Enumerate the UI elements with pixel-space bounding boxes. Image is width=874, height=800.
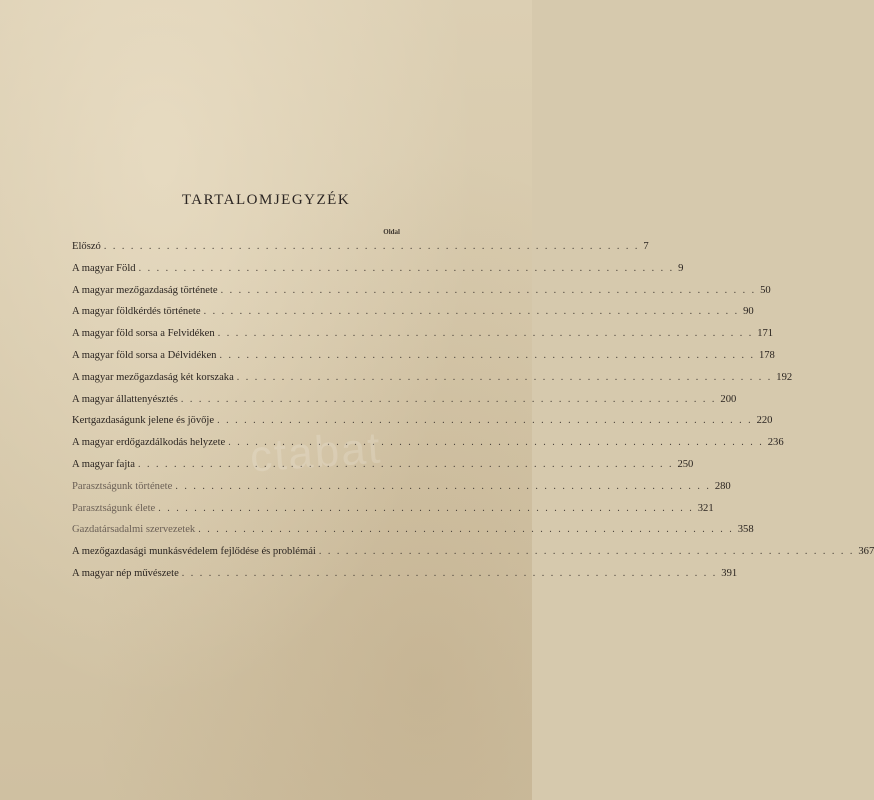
toc-entry: [72, 432, 784, 454]
table-of-contents: [72, 236, 874, 585]
toc-entry-page-number: 220: [756, 415, 773, 427]
toc-entry-title: A magyar földkérdés története: [72, 306, 201, 318]
dot-leader: . . . . . . . . . . . . . . . . . . . . . . . . . . . . . . . . . . . . . . . . . . . . . . . . . . . . . . . . . . . .: [137, 458, 674, 470]
toc-entry-page-number: 50: [760, 284, 771, 296]
dot-leader: . . . . . . . . . . . . . . . . . . . . . . . . . . . . . . . . . . . . . . . . . . . . . . . . . . . . . . . . . . . .: [103, 241, 640, 252]
toc-entry-title: A magyar nép művészete: [72, 567, 179, 579]
dot-leader: . . . . . . . . . . . . . . . . . . . . . . . . . . . . . . . . . . . . . . . . . . . . . . . . . . . . . . . . . . . .: [219, 349, 755, 361]
toc-entry-title: A magyar mezőgazdaság két korszaka: [72, 371, 234, 383]
toc-entry-title: Gazdatársadalmi szervezetek: [72, 524, 196, 536]
toc-entry-page-number: 236: [767, 437, 784, 449]
dot-leader: . . . . . . . . . . . . . . . . . . . . . . . . . . . . . . . . . . . . . . . . . . . . . . . . . . . . . . . . . . . .: [220, 284, 757, 296]
dot-leader: . . . . . . . . . . . . . . . . . . . . . . . . . . . . . . . . . . . . . . . . . . . . . . . . . . . . . . . . . . . .: [203, 306, 740, 318]
toc-entry-title: Kertgazdaságunk jelene és jövője: [72, 415, 215, 427]
dot-leader: . . . . . . . . . . . . . . . . . . . . . . . . . . . . . . . . . . . . . . . . . . . . . . . . . . . . . . . . . . . .: [318, 546, 855, 558]
dot-leader: . . . . . . . . . . . . . . . . . . . . . . . . . . . . . . . . . . . . . . . . . . . . . . . . . . . . . . . . . . . .: [236, 371, 773, 383]
dot-leader: . . . . . . . . . . . . . . . . . . . . . . . . . . . . . . . . . . . . . . . . . . . . . . . . . . . . . . . . . . . .: [180, 393, 717, 405]
dot-leader: . . . . . . . . . . . . . . . . . . . . . . . . . . . . . . . . . . . . . . . . . . . . . . . . . . . . . . . . . . . .: [217, 328, 754, 340]
toc-entry-page-number: 250: [677, 458, 694, 470]
toc-entry-page-number: 178: [758, 349, 775, 361]
toc-entry-page-number: 192: [776, 371, 793, 383]
toc-entry: [72, 280, 771, 302]
toc-entry-title: Parasztságunk élete: [72, 502, 156, 514]
toc-entry: [72, 541, 874, 563]
toc-entry-title: A magyar erdőgazdálkodás helyzete: [72, 437, 226, 449]
toc-entry-title: A magyar fajta: [72, 458, 135, 470]
toc-entry: [72, 498, 714, 520]
toc-entry: [72, 367, 793, 389]
page-column-label: Oldal: [383, 228, 400, 236]
toc-entry-title: Előszó: [72, 241, 101, 252]
toc-entry-page-number: 280: [714, 480, 731, 492]
toc-entry-page-number: 90: [743, 306, 754, 318]
toc-entry-title: A magyar mezőgazdaság története: [72, 284, 218, 296]
toc-entry-page-number: 391: [721, 567, 738, 579]
toc-entry-page-number: 200: [720, 393, 737, 405]
toc-entry-title: A mezőgazdasági munkásvédelem fejlődése és problémái: [72, 546, 316, 558]
toc-entry: [72, 454, 694, 476]
dot-leader: . . . . . . . . . . . . . . . . . . . . . . . . . . . . . . . . . . . . . . . . . . . . . . . . . . . . . . . . . . . .: [217, 415, 753, 427]
dot-leader: . . . . . . . . . . . . . . . . . . . . . . . . . . . . . . . . . . . . . . . . . . . . . . . . . . . . . . . . . . . .: [138, 262, 675, 274]
toc-entry: [72, 389, 737, 411]
toc-entry-page-number: 321: [697, 502, 714, 514]
toc-entry-page-number: 7: [643, 241, 649, 252]
dot-leader: . . . . . . . . . . . . . . . . . . . . . . . . . . . . . . . . . . . . . . . . . . . . . . . . . . . . . . . . . . . .: [228, 437, 764, 449]
dot-leader: . . . . . . . . . . . . . . . . . . . . . . . . . . . . . . . . . . . . . . . . . . . . . . . . . . . . . . . . . . . .: [158, 502, 694, 514]
toc-entry: [72, 236, 649, 258]
toc-entry: [72, 410, 773, 432]
dot-leader: . . . . . . . . . . . . . . . . . . . . . . . . . . . . . . . . . . . . . . . . . . . . . . . . . . . . . . . . . . . .: [181, 567, 718, 579]
toc-entry: [72, 301, 754, 323]
toc-entry-page-number: 367: [858, 546, 874, 558]
toc-entry: [72, 258, 684, 280]
toc-entry-page-number: 358: [737, 524, 754, 536]
toc-entry-title: A magyar föld sorsa a Délvidéken: [72, 349, 217, 361]
toc-entry: [72, 563, 738, 585]
dot-leader: . . . . . . . . . . . . . . . . . . . . . . . . . . . . . . . . . . . . . . . . . . . . . . . . . . . . . . . . . . . .: [175, 480, 711, 492]
toc-entry-title: A magyar föld sorsa a Felvidéken: [72, 328, 215, 340]
dot-leader: . . . . . . . . . . . . . . . . . . . . . . . . . . . . . . . . . . . . . . . . . . . . . . . . . . . . . . . . . . . .: [198, 524, 734, 536]
toc-entry-title: A magyar Föld: [72, 262, 136, 274]
toc-entry: [72, 476, 731, 498]
watermark-logo: ctabat: [248, 423, 384, 482]
toc-entry-page-number: 171: [757, 328, 774, 340]
toc-entry: [72, 345, 775, 367]
toc-entry-title: A magyar állattenyésztés: [72, 393, 178, 405]
toc-entry-page-number: 9: [678, 262, 684, 274]
toc-entry: [72, 323, 774, 345]
toc-entry-title: Parasztságunk története: [72, 480, 173, 492]
page-title: TARTALOMJEGYZÉK: [181, 192, 351, 208]
toc-entry: [72, 519, 754, 541]
